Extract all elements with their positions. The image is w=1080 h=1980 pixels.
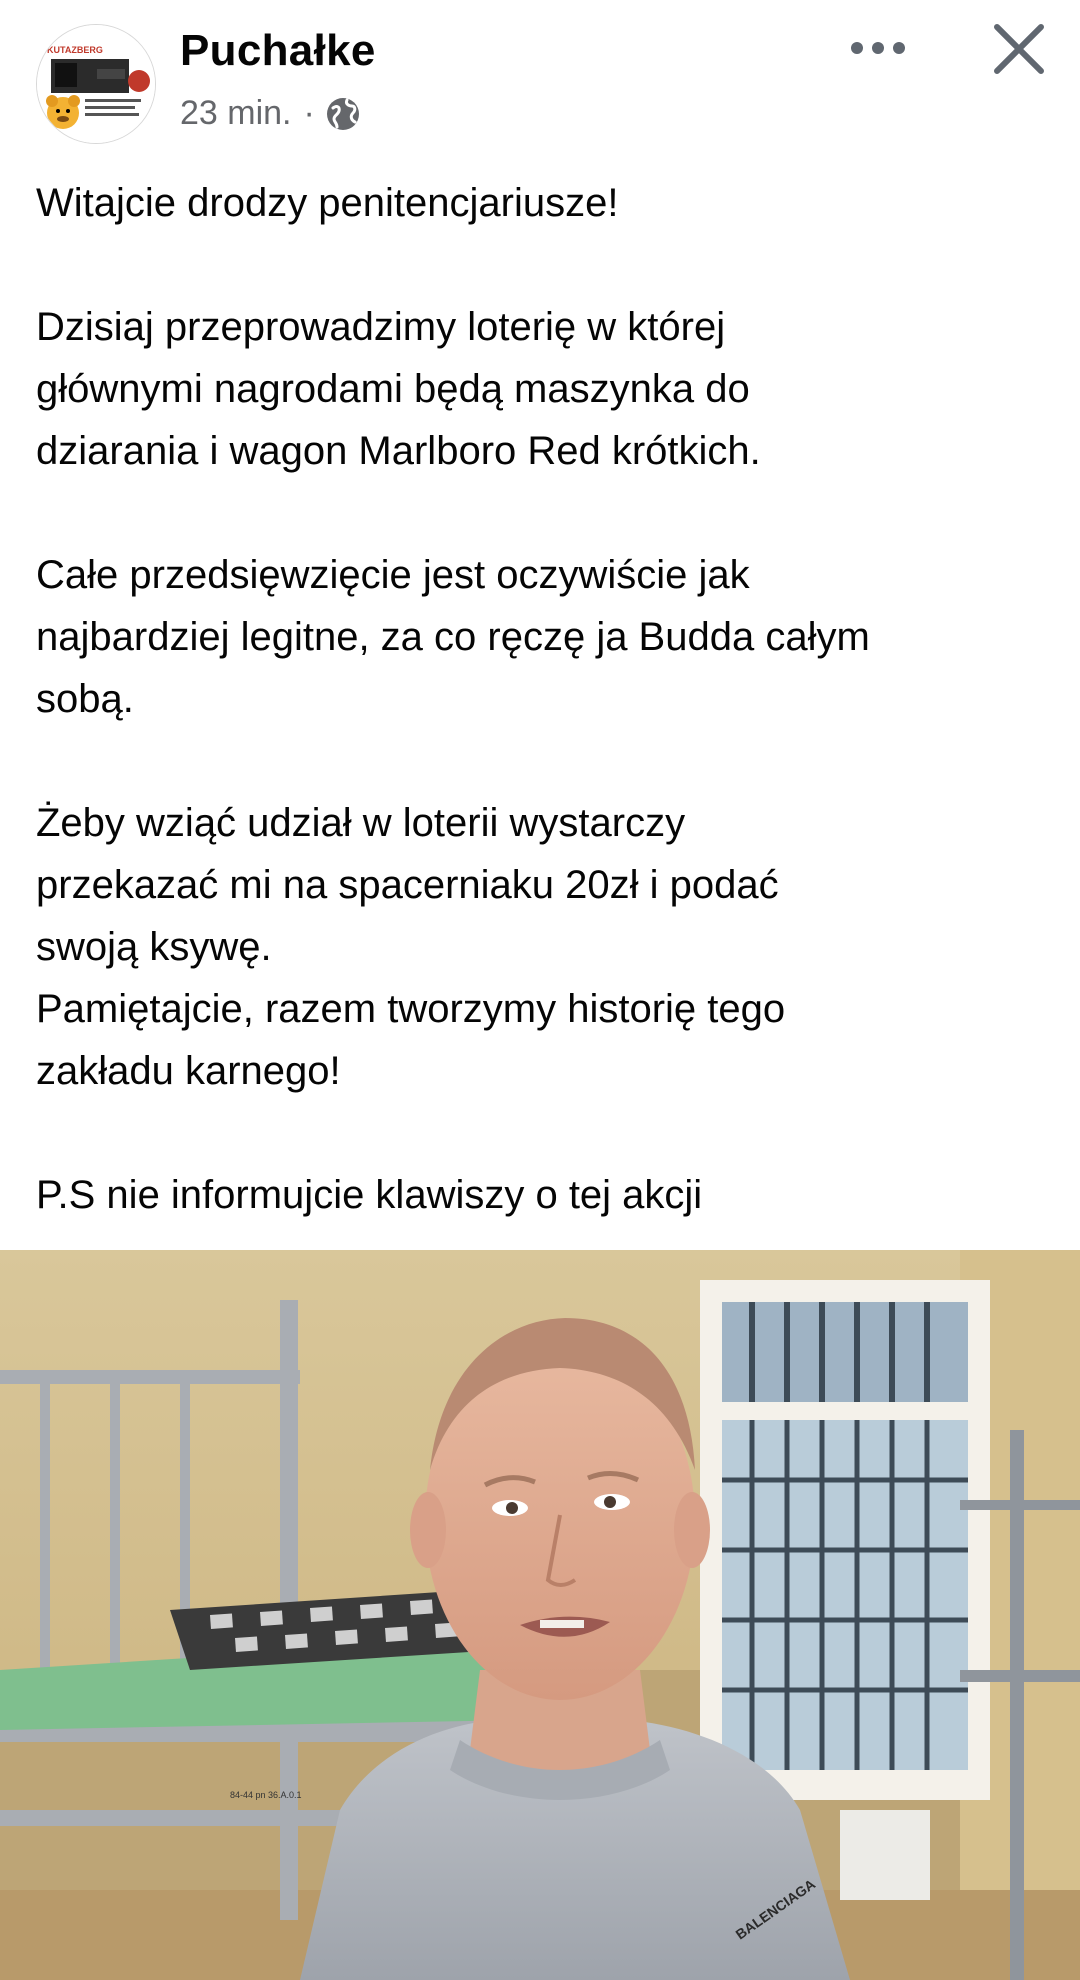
globe-icon (325, 96, 361, 132)
post-header (0, 0, 1080, 160)
post-photo[interactable] (0, 1250, 1080, 1980)
avatar[interactable] (36, 24, 156, 144)
avatar-logo-text: KUTAZBERG (47, 45, 103, 55)
post-paragraph: P.S nie informujcie klawiszy o tej akcji (36, 1173, 703, 1217)
bed-tag: 84-44 pn 36.A.0.1 (230, 1790, 302, 1800)
more-options-icon (848, 40, 908, 56)
post-paragraph: Dzisiaj przeprowadzimy loterię w której głównymi nagrodami będą maszynka do dziarania i wagon Marlboro Red krótkich. (36, 305, 761, 473)
post-text (36, 172, 1046, 1226)
prison-cell-selfie-image (0, 1250, 1080, 1980)
close-button[interactable] (984, 14, 1054, 84)
avatar-image (37, 25, 156, 144)
post-time[interactable]: 23 min. (180, 94, 292, 132)
post-meta (180, 94, 361, 133)
meta-separator: · (303, 94, 315, 132)
post-paragraph: Całe przedsięwzięcie jest oczywiście jak najbardziej legitne, za co ręczę ja Budda całym sobą. (36, 553, 870, 721)
close-icon (992, 22, 1046, 76)
post-paragraph: Witajcie drodzy penitencjariusze! (36, 181, 619, 225)
author-name[interactable]: Puchałke (180, 26, 376, 75)
post-paragraph: Żeby wziąć udział w loterii wystarczy przekazać mi na spacerniaku 20zł i podać swoją ksywę. Pamiętajcie, razem tworzymy historię tego zakładu karnego! (36, 801, 786, 1093)
shirt-logo: BALENCIAGA (732, 1875, 819, 1943)
more-options-button[interactable] (838, 22, 918, 74)
